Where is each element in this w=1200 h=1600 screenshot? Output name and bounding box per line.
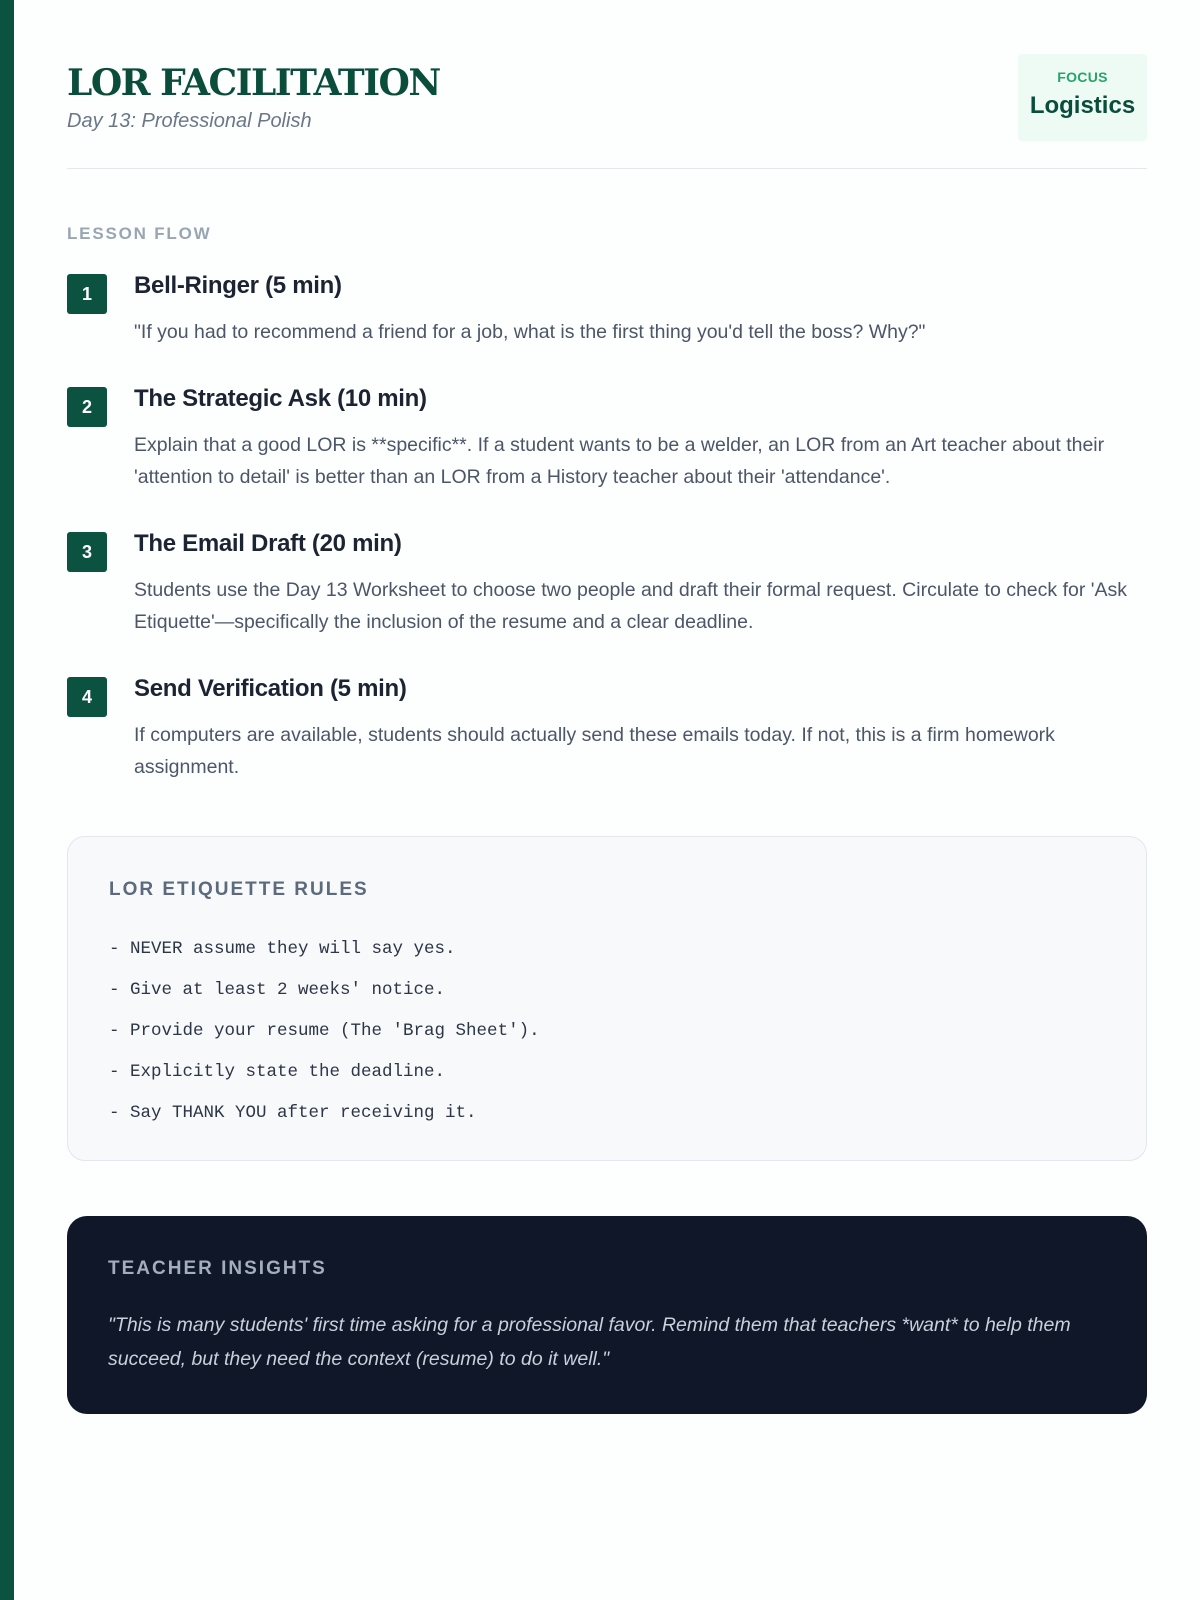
rule-item: - Provide your resume (The 'Brag Sheet'). <box>109 1021 540 1041</box>
teacher-insights-title: TEACHER INSIGHTS <box>108 1258 327 1279</box>
etiquette-rules-card <box>67 836 1147 1161</box>
page-header <box>67 0 1147 169</box>
step-number-badge: 2 <box>67 387 107 427</box>
rule-item: - Explicitly state the deadline. <box>109 1062 446 1082</box>
step-description: Students use the Day 13 Worksheet to choose two people and draft their formal request. Circulate to check for 'Ask Etiquette'—specifically the inclusion of the resume and a clear deadline. <box>134 579 1127 633</box>
accent-sidebar-stripe <box>0 0 14 1600</box>
etiquette-rules-title: LOR ETIQUETTE RULES <box>109 879 369 900</box>
page-title: LOR FACILITATION <box>67 62 440 104</box>
step-title: Send Verification (5 min) <box>134 675 407 702</box>
lesson-flow-label: LESSON FLOW <box>67 224 212 243</box>
step-number-badge: 4 <box>67 677 107 717</box>
rule-item: - Give at least 2 weeks' notice. <box>109 980 446 1000</box>
step-title: The Email Draft (20 min) <box>134 530 402 557</box>
rule-item: - Say THANK YOU after receiving it. <box>109 1103 477 1123</box>
teacher-insights-card <box>67 1216 1147 1414</box>
focus-label: FOCUS <box>1057 69 1108 85</box>
step-description: "If you had to recommend a friend for a job, what is the first thing you'd tell the boss? Why?" <box>134 321 926 343</box>
step-description: If computers are available, students should actually send these emails today. If not, this is a firm homework assignment. <box>134 724 1055 778</box>
focus-badge <box>1018 54 1147 141</box>
teacher-insights-quote: "This is many students' first time asking for a professional favor. Remind them that teachers *want* to help them succeed, but they need the context (resume) to do it well." <box>108 1314 1071 1370</box>
step-title: The Strategic Ask (10 min) <box>134 385 427 412</box>
step-title: Bell-Ringer (5 min) <box>134 272 342 299</box>
step-number-badge: 3 <box>67 532 107 572</box>
page-subtitle: Day 13: Professional Polish <box>67 110 312 132</box>
rule-item: - NEVER assume they will say yes. <box>109 939 456 959</box>
step-description: Explain that a good LOR is **specific**. If a student wants to be a welder, an LOR from an Art teacher about their 'attention to detail' is better than an LOR from a History teacher about their 'attendance'. <box>134 434 1105 488</box>
lesson-page <box>67 0 1147 1370</box>
etiquette-rules-list <box>109 929 540 1134</box>
focus-value: Logistics <box>1029 92 1136 119</box>
step-number-badge: 1 <box>67 274 107 314</box>
